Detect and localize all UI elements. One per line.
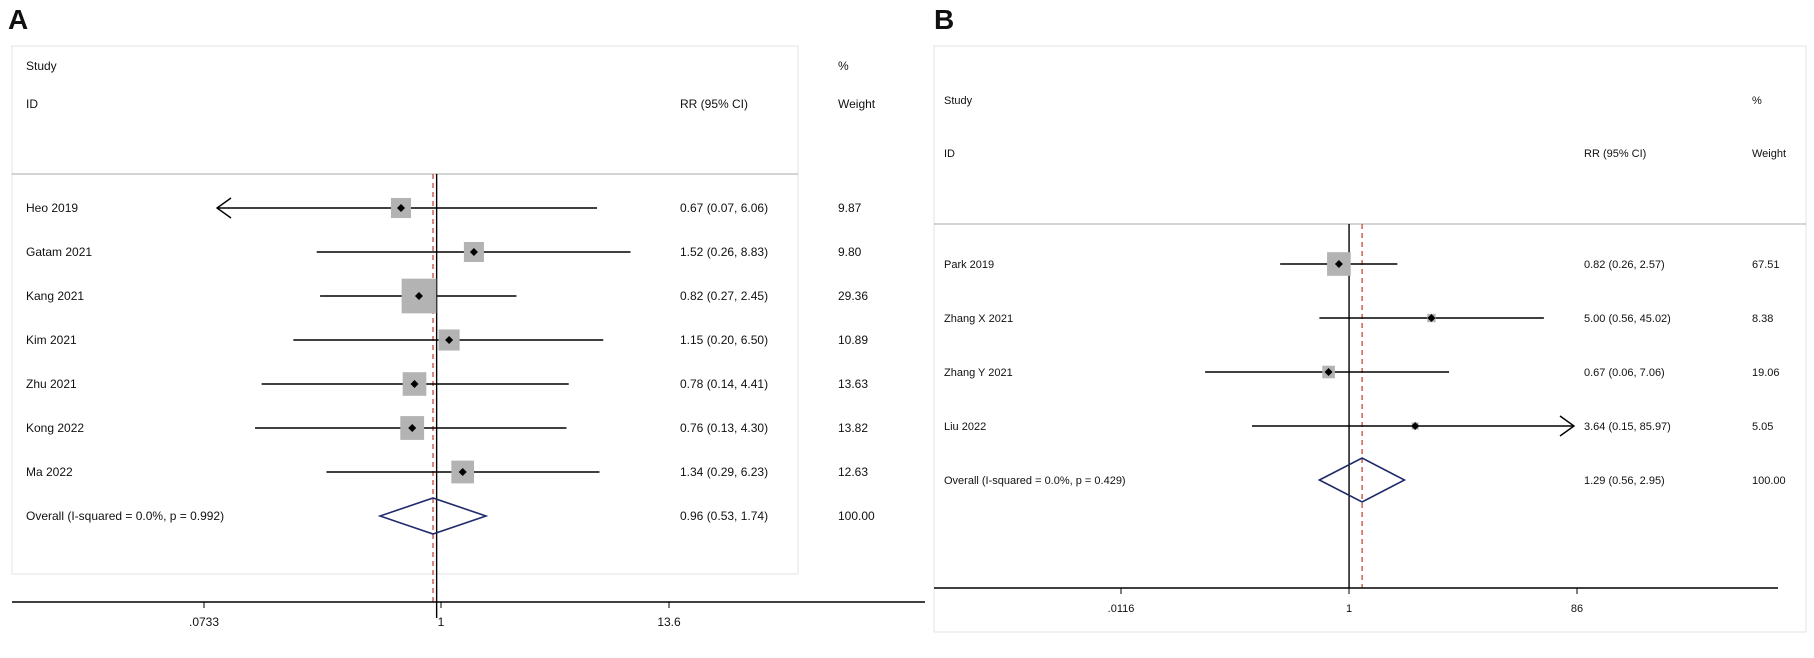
overall-row [26, 498, 875, 534]
study-name: Gatam 2021 [26, 245, 93, 259]
study-name: Liu 2022 [944, 421, 987, 433]
study-name: Kong 2022 [26, 421, 85, 435]
header-id: ID [944, 148, 955, 160]
header-study: Study [26, 59, 57, 73]
study-rr-ci: 0.76 (0.13, 4.30) [680, 421, 769, 435]
header-percent: % [1752, 95, 1762, 107]
header-percent: % [838, 59, 849, 73]
study-rr-ci: 0.78 (0.14, 4.41) [680, 377, 769, 391]
forest-panel-b [934, 4, 1806, 632]
overall-label: Overall (I-squared = 0.0%, p = 0.992) [26, 509, 225, 523]
study-row [944, 416, 1773, 436]
study-name: Ma 2022 [26, 465, 73, 479]
study-row [26, 242, 862, 262]
study-rr-ci: 0.82 (0.27, 2.45) [680, 289, 769, 303]
study-weight: 5.05 [1752, 421, 1774, 433]
x-tick-label: .0116 [1107, 603, 1135, 615]
overall-weight: 100.00 [838, 509, 875, 523]
overall-weight: 100.00 [1752, 475, 1786, 487]
panel-frame [934, 46, 1806, 632]
study-name: Kim 2021 [26, 333, 77, 347]
study-row [26, 198, 862, 218]
header-study: Study [944, 95, 973, 107]
study-name: Heo 2019 [26, 201, 79, 215]
header-weight: Weight [1752, 148, 1787, 160]
panel-letter: A [8, 4, 29, 35]
x-tick-label: 13.6 [657, 615, 681, 629]
study-weight: 29.36 [838, 289, 869, 303]
study-weight: 12.63 [838, 465, 869, 479]
study-row [26, 372, 868, 396]
x-tick-label: 86 [1570, 603, 1584, 615]
x-tick-label: .0733 [188, 615, 220, 629]
header-weight: Weight [838, 97, 876, 111]
study-row [26, 461, 868, 484]
x-tick-label: 1 [1345, 603, 1353, 615]
study-weight: 13.82 [838, 421, 869, 435]
study-name: Zhang Y 2021 [944, 367, 1013, 379]
study-rr-ci: 1.52 (0.26, 8.83) [680, 245, 769, 259]
study-row [26, 279, 868, 314]
study-name: Zhu 2021 [26, 377, 77, 391]
study-name: Zhang X 2021 [944, 313, 1014, 325]
overall-label: Overall (I-squared = 0.0%, p = 0.429) [944, 475, 1126, 487]
study-weight: 9.80 [838, 245, 862, 259]
forest-panel-a [8, 4, 925, 629]
study-rr-ci: 0.67 (0.06, 7.06) [1584, 367, 1665, 379]
study-row [26, 416, 868, 440]
header-rr-ci: RR (95% CI) [680, 97, 749, 111]
overall-row [944, 458, 1786, 502]
study-name: Park 2019 [944, 259, 995, 271]
overall-rr-ci: 1.29 (0.56, 2.95) [1584, 475, 1665, 487]
study-weight: 8.38 [1752, 313, 1774, 325]
study-rr-ci: 0.82 (0.26, 2.57) [1584, 259, 1665, 271]
study-weight: 10.89 [838, 333, 869, 347]
x-tick-label: 1 [437, 615, 445, 629]
study-row [26, 329, 868, 350]
study-weight: 67.51 [1752, 259, 1780, 271]
study-rr-ci: 1.34 (0.29, 6.23) [680, 465, 769, 479]
header-id: ID [26, 97, 38, 111]
study-weight: 13.63 [838, 377, 869, 391]
study-name: Kang 2021 [26, 289, 85, 303]
study-rr-ci: 0.67 (0.07, 6.06) [680, 201, 769, 215]
study-rr-ci: 1.15 (0.20, 6.50) [680, 333, 769, 347]
study-rr-ci: 5.00 (0.56, 45.02) [1584, 313, 1671, 325]
study-weight: 9.87 [838, 201, 862, 215]
panel-letter: B [934, 4, 955, 35]
study-weight: 19.06 [1752, 367, 1780, 379]
study-row [944, 313, 1773, 325]
header-rr-ci: RR (95% CI) [1584, 148, 1647, 160]
overall-rr-ci: 0.96 (0.53, 1.74) [680, 509, 769, 523]
study-rr-ci: 3.64 (0.15, 85.97) [1584, 421, 1671, 433]
